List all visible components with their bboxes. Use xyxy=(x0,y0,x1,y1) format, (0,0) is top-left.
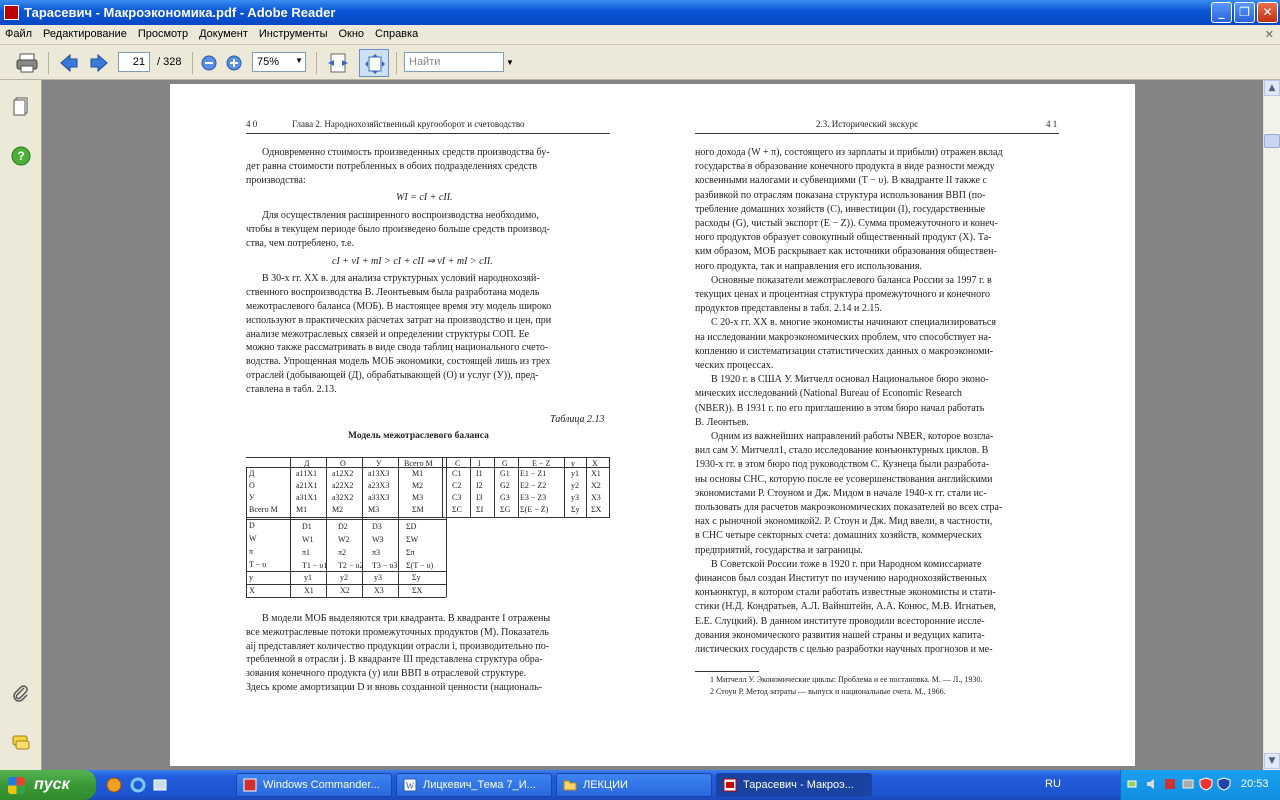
table-header-cell: Всего M xyxy=(404,459,433,468)
table-cell: X2 xyxy=(340,586,350,595)
start-label: пуск xyxy=(34,776,70,793)
windows-logo-icon xyxy=(8,777,25,794)
table-header-cell: У xyxy=(376,459,382,468)
text-line: требленной в отрасли j. В квадранте III представлена структура обра- xyxy=(246,654,543,666)
table-title: Модель межотраслевого баланса xyxy=(348,431,489,441)
text-line: aij представляет количество продукции отрасли i, производительно по- xyxy=(246,640,550,652)
text-line: ставлена в табл. 2.13. xyxy=(246,383,337,395)
table-cell: C1 C2 C3 ΣC xyxy=(452,469,462,514)
word-document-icon xyxy=(403,778,417,792)
table-row-label: W xyxy=(249,534,257,543)
text-line: предприятий, государства и заграницы. xyxy=(695,544,863,556)
text-line: конъюнктур, в котором стали работать известные экономисты и стати- xyxy=(695,587,996,599)
attachments-icon[interactable] xyxy=(11,683,31,703)
text-line: Для осуществления расширенного воспроизводства необходимо, xyxy=(262,210,539,222)
table-cell: Σy xyxy=(412,573,421,582)
svg-text:W: W xyxy=(405,781,415,791)
task-label: Тарасевич - Макроэ... xyxy=(743,779,854,791)
text-line: нах с рыночной экономикой2. Р. Стоун и Дж. Мид ввели, в частности, xyxy=(695,516,993,528)
table-row-label: Всего M xyxy=(249,505,278,514)
menu-window[interactable]: Окно xyxy=(338,28,365,40)
task-lectures-folder[interactable] xyxy=(556,773,712,797)
table-cell: a13X3 a23X3 a33X3 M3 xyxy=(368,469,390,514)
navigation-pane xyxy=(0,80,42,770)
zoom-value: 75% xyxy=(257,56,280,68)
text-line: межотраслевого баланса (МОБ). В настоящее время эту модель широко xyxy=(246,301,552,312)
text-line: продуктов представлены в табл. 2.14 и 2.15. xyxy=(695,303,882,315)
right-page-header: 2.3. Исторический экскурс xyxy=(816,119,919,129)
pdf-page-spread xyxy=(170,84,1135,766)
pages-icon[interactable] xyxy=(11,96,31,116)
maximize-button[interactable]: ❐ xyxy=(1234,2,1255,23)
print-icon[interactable] xyxy=(14,52,40,74)
text-line: разбивкой по отраслям показана структура использования ВВП (по- xyxy=(695,189,986,201)
scroll-thumb[interactable] xyxy=(1264,134,1280,148)
toolbar xyxy=(0,45,1280,80)
text-line: текущих ценах и процентная структура промежуточного и конечного xyxy=(695,289,990,300)
menu-bar xyxy=(0,25,1280,45)
comments-icon[interactable] xyxy=(11,733,31,753)
page-number-input[interactable]: 21 xyxy=(118,52,150,72)
table-cell: D3 W3 π3 T3 − υ3 xyxy=(372,522,398,570)
text-line: водства. Упрощенная модель МОБ экономики, состоящей лишь из трех xyxy=(246,356,551,368)
text-line: вил сам У. Митчелл1, стало исследование конъюнктурных циклов. В xyxy=(695,445,989,457)
text-line: листических государств с целью разработки научных прогнозов и ме- xyxy=(695,644,993,655)
mob-table xyxy=(246,457,610,602)
text-line: отраслей (добывающей (Д), обрабатывающей (О) и услуг (У)), пред- xyxy=(246,370,539,381)
zoom-out-icon[interactable] xyxy=(200,52,218,74)
table-header-cell: G xyxy=(502,459,508,468)
left-header-rule xyxy=(246,133,610,134)
left-page-number: 4 0 xyxy=(246,119,258,129)
start-button[interactable] xyxy=(0,770,96,800)
text-line: мических исследований (National Bureau of Economic Research xyxy=(695,388,962,400)
safely-remove-icon[interactable] xyxy=(1181,777,1195,791)
page-total-label: / 328 xyxy=(157,56,182,68)
text-line: Е.Е. Слуцкий). В данном институте проводили всесторонние иссле- xyxy=(695,615,985,627)
table-cell: ΣD ΣW Σπ Σ(T − υ) xyxy=(406,522,434,570)
next-page-icon[interactable] xyxy=(88,52,110,74)
table-header-cell: X xyxy=(592,459,598,468)
text-line: В модели МОБ выделяются три квадранта. В квадранте I отражены xyxy=(262,613,551,624)
vertical-scrollbar[interactable] xyxy=(1263,80,1280,770)
text-line: Одновременно стоимость произведенных средств производства бу- xyxy=(262,147,550,158)
text-line: ного продуктов образует совокупный общественный продукт (X). Та- xyxy=(695,232,992,244)
text-line: 1930-х гг. в этом бюро под руководством С. Кузнеца были разработа- xyxy=(695,459,990,471)
table-header-cell: E − Z xyxy=(532,459,551,468)
folder-icon xyxy=(563,778,577,792)
table-cell: a12X2 a22X2 a32X2 M2 xyxy=(332,469,354,514)
fit-page-button[interactable] xyxy=(359,49,389,77)
volume-icon[interactable] xyxy=(1145,777,1159,791)
task-label: Windows Commander... xyxy=(263,779,380,791)
text-line: Одним из важнейших направлений работы NBER, которое возгла- xyxy=(711,431,994,442)
close-document-icon[interactable]: ✕ xyxy=(1264,29,1274,41)
text-line: Основные показатели межотраслевого баланса России за 1997 г. в xyxy=(711,274,992,286)
table-cell: a11X1 a21X1 a31X1 M1 xyxy=(296,469,318,514)
text-line: В 30-х гг. XX в. для анализа структурных условий народнохозяй- xyxy=(262,273,540,285)
scroll-up-icon[interactable]: ▲ xyxy=(1264,80,1280,96)
task-label: Лицкевич_Тема 7_И... xyxy=(423,779,536,791)
table-header-cell: y xyxy=(571,459,575,468)
menu-view[interactable]: Просмотр xyxy=(137,28,189,40)
text-line: экономистами Р. Стоуном и Дж. Мидом в начале 1940-х гг. стали ис- xyxy=(695,487,987,499)
table-cell: D1 W1 π1 T1 − υ1 xyxy=(302,522,328,570)
menu-help[interactable]: Справка xyxy=(375,28,419,40)
table-row-label: О xyxy=(249,481,255,490)
adobe-reader-icon xyxy=(4,5,19,20)
minimize-button[interactable]: _ xyxy=(1211,2,1232,23)
table-cell: G1 G2 G3 ΣG xyxy=(500,469,511,514)
taskbar xyxy=(0,770,1280,800)
zoom-select[interactable] xyxy=(252,52,306,72)
pdf-icon xyxy=(723,778,737,792)
text-line: В. Леонтьев. xyxy=(695,416,749,428)
text-line: требление домашних хозяйств (C), инвестиции (I), государственные xyxy=(695,203,986,215)
table-row-label: π xyxy=(249,547,254,556)
document-view[interactable] xyxy=(42,80,1263,770)
system-tray xyxy=(1120,770,1280,800)
table-row-label: T − υ xyxy=(249,560,267,569)
table-cell: y xyxy=(249,573,253,582)
text-line: на исследовании макроэкономических проблем, что способствует на- xyxy=(695,331,992,343)
text-line: коплению и систематизации статистических данных о макроэкономи- xyxy=(695,345,994,357)
table-cell: M1 M2 M3 ΣM xyxy=(412,469,424,514)
text-line: ким образом, МОБ раскрывает как источники образования обществен- xyxy=(695,246,997,258)
fit-width-icon[interactable] xyxy=(326,52,350,74)
fit-page-icon xyxy=(365,54,385,74)
previous-page-icon[interactable] xyxy=(58,52,80,74)
menu-file[interactable]: Файл xyxy=(5,28,33,40)
text-line: дет равна стоимости потребленных в обоих подразделениях средств xyxy=(246,160,538,172)
security-center-icon[interactable] xyxy=(1199,777,1213,791)
task-windows-commander[interactable] xyxy=(236,773,392,797)
table-cell: y1 xyxy=(304,573,312,582)
scroll-down-icon[interactable]: ▼ xyxy=(1264,753,1280,769)
menu-document[interactable]: Документ xyxy=(199,28,248,40)
text-line: (NBER)). В 1931 г. по его приглашению в этом бюро начал работать xyxy=(695,402,985,414)
zoom-in-icon[interactable] xyxy=(225,52,243,74)
text-line: ного дохода (W + π), состоящего из зарплаты и прибыли) отражен вклад xyxy=(695,147,1003,158)
text-line: Здесь кроме амортизации D и вновь созданной ценности (националь- xyxy=(246,682,542,693)
clock: 20:53 xyxy=(1241,778,1269,790)
table-cell: X1 xyxy=(304,586,314,595)
text-line: косвенными налогами и субвенциями (T − υ). В квадранте II также с xyxy=(695,175,987,187)
antivirus-icon[interactable] xyxy=(1163,777,1177,791)
table-cell: X1 X2 X3 ΣX xyxy=(591,469,602,514)
text-line: ческих процессах. xyxy=(695,360,774,371)
table-cell: ΣX xyxy=(412,586,423,595)
text-line: ны основы СНС, которую после ее усовершенствования английскими xyxy=(695,473,993,485)
footnote-2: 2 Стоун Р. Метод затраты — выпуск и национальные счета. М., 1966. xyxy=(710,687,946,696)
table-header-cell: Д xyxy=(304,459,310,468)
chevron-down-icon: ▼ xyxy=(295,56,303,65)
show-desktop-icon[interactable] xyxy=(152,777,168,793)
text-line: С 20-х гг. XX в. многие экономисты начинают специализироваться xyxy=(711,317,996,329)
right-header-rule xyxy=(695,133,1059,134)
text-line: стики (Н.Д. Кондратьев, А.Л. Вайнштейн, А.А. Конюс, М.В. Игнатьев, xyxy=(695,601,997,613)
text-line: В 1920 г. в США У. Митчелл основал Национальное бюро эконо- xyxy=(711,374,989,386)
menu-tools[interactable]: Инструменты xyxy=(258,28,328,40)
windows-commander-icon xyxy=(243,778,257,792)
task-adobe-reader[interactable] xyxy=(716,773,872,797)
internet-explorer-icon[interactable] xyxy=(130,777,146,793)
svg-text:?: ? xyxy=(17,149,25,163)
text-line: WI = cI + cII. xyxy=(396,192,453,204)
text-line: cI + vI + mI > cI + cII ⇒ vI + mI > cII. xyxy=(332,255,493,267)
text-line: ства, чем потреблено, т.е. xyxy=(246,237,354,249)
close-button[interactable]: ✕ xyxy=(1257,2,1278,23)
footnote-rule xyxy=(695,671,759,672)
text-line: производства: xyxy=(246,174,306,186)
window-title: Тарасевич - Макроэкономика.pdf - Adobe Reader xyxy=(24,5,336,20)
table-row-label: У xyxy=(249,493,255,502)
table-label: Таблица 2.13 xyxy=(550,414,605,425)
text-line: ного продукта, так и направления его использования. xyxy=(695,260,922,272)
text-line: анализе межотраслевых связей и определении структуры СОП. Ее xyxy=(246,328,530,340)
text-line: чтобы в текущем периоде было произведено больше средств производ- xyxy=(246,224,550,235)
task-word-document[interactable] xyxy=(396,773,552,797)
table-cell: y2 xyxy=(340,573,348,582)
shield-icon[interactable] xyxy=(1217,777,1231,791)
task-label: ЛЕКЦИИ xyxy=(583,779,628,791)
table-cell: X3 xyxy=(374,586,384,595)
left-page-header: Глава 2. Народнохозяйственный кругооборот и счетоводство xyxy=(292,119,525,129)
network-icon[interactable] xyxy=(1127,777,1141,791)
table-header-cell: C xyxy=(455,459,461,468)
text-line: пользовать для расчетов макроэкономических показателей во всех стра- xyxy=(695,502,1003,513)
table-header-cell: I xyxy=(478,459,481,468)
window-titlebar[interactable] xyxy=(0,0,1280,25)
text-line: все межотраслевые потоки промежуточных продуктов (M). Показатель xyxy=(246,626,549,638)
quicklaunch-app-icon[interactable] xyxy=(106,777,122,793)
table-row-label: Д xyxy=(249,469,255,478)
table-cell: I1 I2 I3 ΣI xyxy=(476,469,484,514)
language-indicator[interactable]: RU xyxy=(1045,778,1061,790)
table-cell: y1 y2 y3 Σy xyxy=(571,469,580,514)
text-line: В Советской России тоже в 1920 г. при Народном комиссариате xyxy=(711,558,982,570)
text-line: дования экономического развития нашей страны и ведущих капита- xyxy=(695,629,985,641)
right-page-number: 4 1 xyxy=(1046,119,1058,129)
table-cell: D2 W2 π2 T2 − υ2 xyxy=(338,522,364,570)
table-row-label: D xyxy=(249,521,255,530)
search-input[interactable]: Найти xyxy=(404,52,504,72)
text-line: используют в практических расчетах затрат на производство и цен, при xyxy=(246,314,552,326)
text-line: в СНС четыре секторных счета: домашних хозяйств, коммерческих xyxy=(695,530,983,542)
menu-edit[interactable]: Редактирование xyxy=(43,28,127,40)
table-header-cell: О xyxy=(340,459,346,468)
table-cell: E1 − Z1 E2 − Z2 E3 − Z3 Σ(E − Z) xyxy=(520,469,549,514)
text-line: ственного воспроизводства В. Леонтьевым была разработана модель xyxy=(246,287,540,299)
text-line: финансов был создан Институт по изучению народнохозяйственных xyxy=(695,573,987,584)
help-icon[interactable] xyxy=(11,146,31,166)
text-line: зования конечного продукта (y) или ВВП в отраслевой структуре. xyxy=(246,668,527,680)
table-cell: y3 xyxy=(374,573,382,582)
table-cell: X xyxy=(249,586,255,595)
text-line: можно также рассматривать в виде свода таблиц национального счето- xyxy=(246,342,549,354)
footnote-1: 1 Митчелл У. Экономические циклы: Проблема и ее постановка. М. — Л., 1930. xyxy=(710,675,983,684)
text-line: расходы (G), чистый экспорт (E − Z)). Сумма промежуточного и конеч- xyxy=(695,218,998,229)
text-line: государства в образование конечного продукта в виде разности между xyxy=(695,161,995,173)
search-options-icon[interactable]: ▼ xyxy=(506,58,514,67)
